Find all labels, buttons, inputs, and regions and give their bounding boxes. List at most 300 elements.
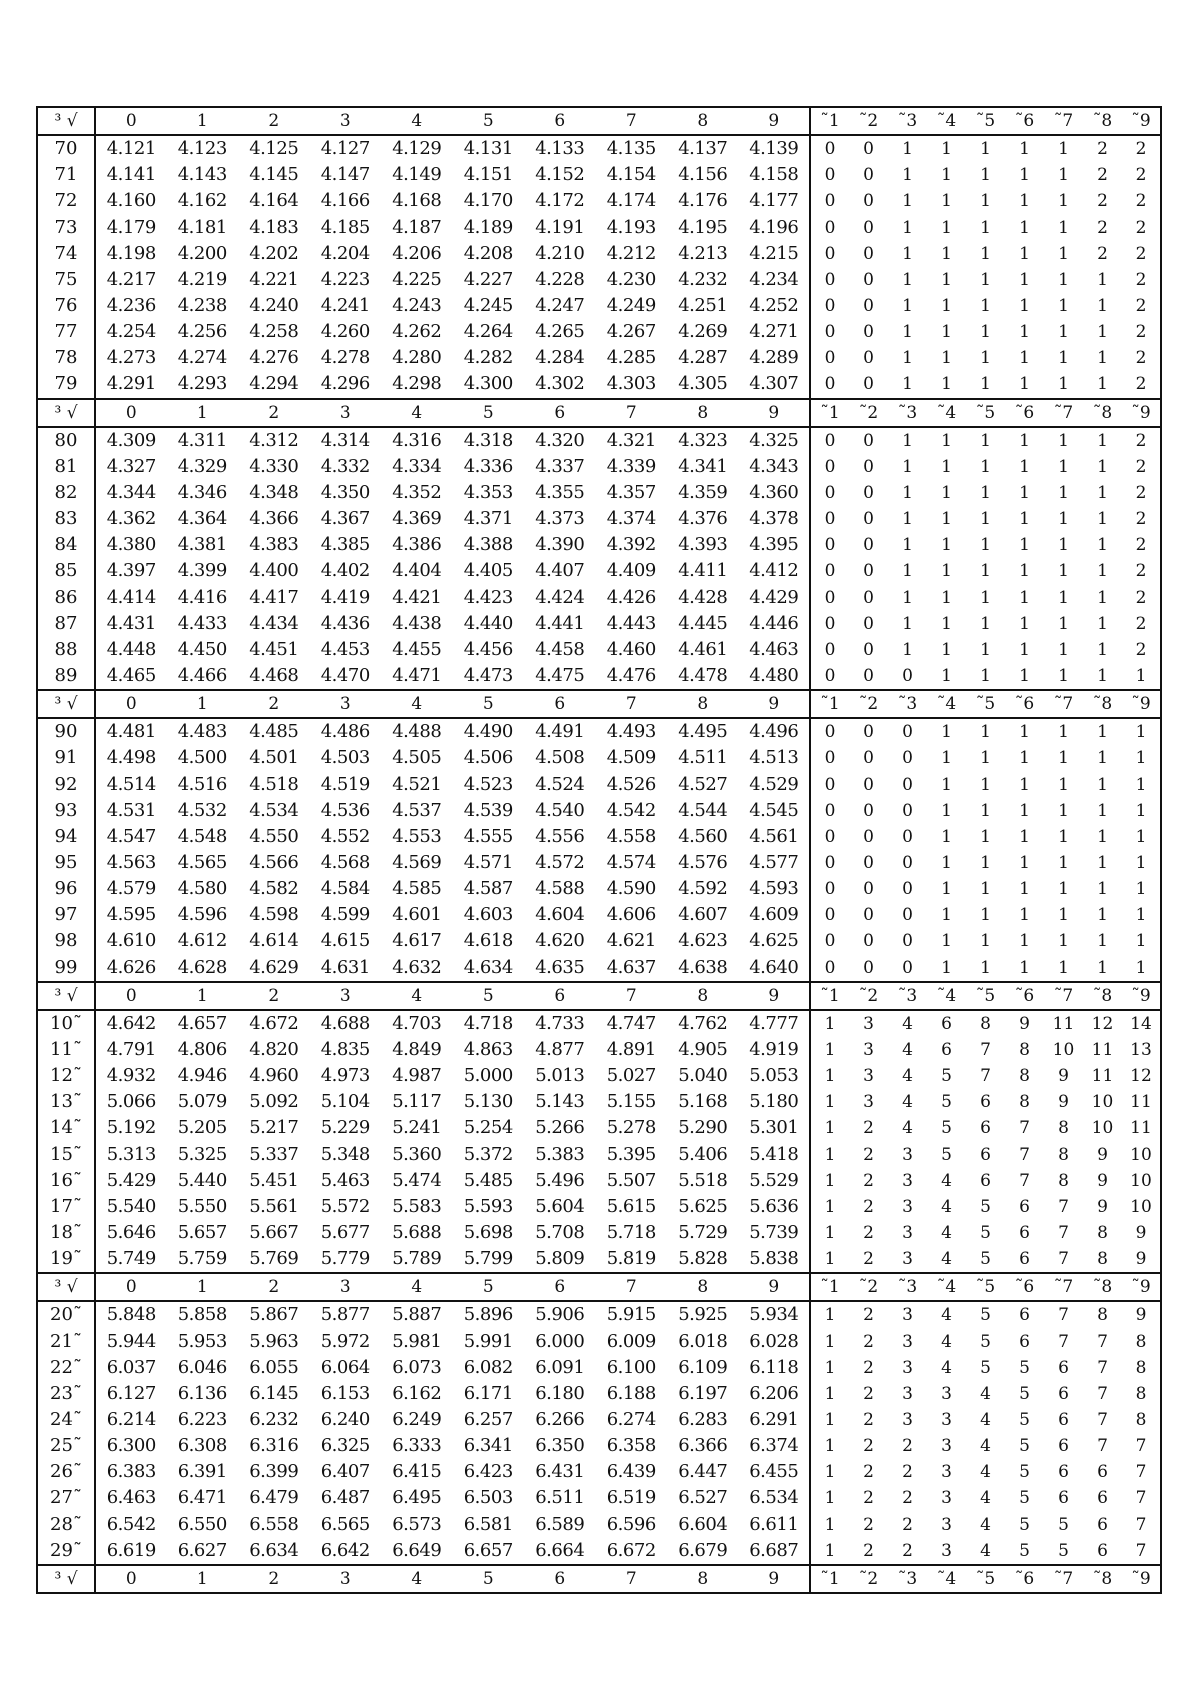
value-cell: 4.579 [106, 878, 156, 900]
correction-cell: 0 [824, 613, 836, 634]
correction-cell: 1 [1058, 879, 1069, 900]
correction-cell: 1 [1058, 535, 1069, 556]
value-cell: 4.156 [678, 164, 728, 186]
correction-column-header: ˜3 [888, 399, 927, 427]
correction-cell: 9 [1058, 1066, 1069, 1087]
correction-cell: 12 [1091, 1013, 1114, 1034]
correction-cell: 1 [902, 509, 913, 530]
correction-cell: 2 [1135, 613, 1147, 634]
value-cell: 4.414 [106, 586, 156, 608]
row-label: 95 [37, 850, 95, 876]
value-cell: 4.526 [606, 773, 656, 795]
value-cell: 4.524 [535, 773, 585, 795]
column-header: 4 [381, 399, 453, 427]
value-cell: 4.329 [177, 455, 227, 477]
value-cell: 6.423 [463, 1461, 513, 1483]
correction-cell: 7 [1019, 1170, 1030, 1191]
correction-cell: 0 [863, 191, 874, 212]
correction-cell: 1 [1097, 587, 1108, 608]
correction-cell: 1 [902, 535, 913, 556]
value-cell: 4.849 [392, 1038, 442, 1060]
correction-cell: 1 [1097, 535, 1108, 556]
correction-cell: 0 [902, 957, 913, 978]
correction-cell: 3 [863, 1092, 874, 1113]
value-cell: 4.610 [106, 930, 156, 952]
correction-column-header: ˜2 [849, 982, 888, 1010]
correction-cell: 1 [1135, 748, 1147, 769]
value-cell: 6.109 [678, 1356, 728, 1378]
value-cell: 4.133 [535, 138, 585, 160]
correction-cell: 1 [1058, 348, 1069, 369]
column-header: 0 [95, 399, 167, 427]
value-cell: 4.500 [177, 747, 227, 769]
row-label: 70 [37, 135, 95, 162]
correction-cell: 7 [1097, 1357, 1108, 1378]
value-cell: 5.896 [463, 1304, 513, 1326]
correction-cell: 1 [1058, 800, 1069, 821]
value-cell: 6.100 [606, 1356, 656, 1378]
correction-cell: 1 [902, 483, 913, 504]
value-cell: 4.626 [106, 956, 156, 978]
value-cell: 4.603 [463, 904, 513, 926]
value-cell: 4.364 [177, 508, 227, 530]
correction-cell: 3 [902, 1222, 913, 1243]
correction-cell: 1 [941, 587, 952, 608]
correction-column-header: ˜3 [888, 1273, 927, 1301]
value-cell: 4.208 [463, 242, 513, 264]
correction-cell: 1 [1019, 561, 1030, 582]
correction-cell: 2 [1135, 217, 1147, 238]
table-row [37, 480, 1161, 506]
correction-cell: 0 [824, 879, 836, 900]
value-cell: 4.536 [320, 799, 370, 821]
value-cell: 4.905 [678, 1038, 728, 1060]
correction-cell: 1 [1058, 430, 1069, 451]
correction-cell: 0 [863, 905, 874, 926]
value-cell: 4.314 [320, 429, 370, 451]
correction-cell: 4 [941, 1331, 952, 1352]
column-header: 5 [453, 982, 525, 1010]
value-cell: 4.392 [606, 534, 656, 556]
row-label: 27˜ [37, 1485, 95, 1511]
value-cell: 4.200 [177, 242, 227, 264]
value-cell: 4.307 [739, 371, 811, 398]
column-header: 9 [739, 399, 811, 427]
correction-cell: 0 [824, 165, 836, 186]
value-cell: 5.254 [463, 1117, 513, 1139]
value-cell: 5.561 [249, 1195, 299, 1217]
correction-cell: 1 [902, 217, 913, 238]
correction-cell: 1 [1058, 191, 1069, 212]
value-cell: 4.604 [535, 904, 585, 926]
correction-cell: 1 [824, 1488, 836, 1509]
column-header: 6 [524, 982, 596, 1010]
value-cell: 4.367 [320, 508, 370, 530]
value-cell: 4.565 [177, 852, 227, 873]
value-cell: 4.534 [249, 799, 299, 821]
value-cell: 6.479 [249, 1487, 299, 1509]
value-cell: 4.404 [392, 560, 442, 582]
correction-column-header: ˜7 [1044, 1273, 1083, 1301]
value-cell: 5.496 [535, 1169, 585, 1191]
correction-cell: 2 [863, 1118, 874, 1139]
correction-column-header: ˜6 [1005, 690, 1044, 718]
value-cell: 4.400 [249, 560, 299, 582]
correction-cell: 1 [941, 243, 952, 264]
value-cell: 4.164 [249, 190, 299, 212]
correction-cell: 1 [1058, 905, 1069, 926]
cube-root-symbol: ³ √ [37, 690, 95, 718]
value-cell: 4.176 [678, 190, 728, 212]
correction-cell: 7 [1135, 1514, 1147, 1535]
table-row [37, 876, 1161, 902]
value-cell: 4.475 [535, 665, 585, 687]
value-cell: 4.572 [535, 852, 585, 873]
correction-cell: 6 [1058, 1383, 1069, 1404]
value-cell: 6.604 [678, 1513, 728, 1535]
value-cell: 5.877 [320, 1304, 370, 1326]
value-cell: 4.568 [320, 852, 370, 873]
value-cell: 6.431 [535, 1461, 585, 1483]
correction-cell: 5 [980, 1222, 991, 1243]
correction-cell: 1 [1058, 165, 1069, 186]
correction-column-header: ˜8 [1083, 107, 1122, 135]
value-cell: 5.604 [535, 1195, 585, 1217]
correction-cell: 5 [980, 1196, 991, 1217]
correction-cell: 1 [824, 1514, 836, 1535]
correction-cell: 1 [1135, 666, 1147, 687]
value-cell: 6.627 [177, 1539, 227, 1561]
correction-cell: 3 [941, 1514, 952, 1535]
row-label: 94 [37, 824, 95, 850]
correction-cell: 5 [980, 1357, 991, 1378]
correction-cell: 6 [980, 1118, 991, 1139]
correction-cell: 0 [824, 905, 836, 926]
correction-column-header: ˜3 [888, 690, 927, 718]
value-cell: 4.362 [106, 508, 156, 530]
correction-cell: 1 [1019, 165, 1030, 186]
column-header: 7 [596, 399, 668, 427]
value-cell: 5.278 [606, 1117, 656, 1139]
value-cell: 4.488 [392, 721, 442, 743]
correction-cell: 1 [941, 348, 952, 369]
value-cell: 5.718 [606, 1221, 656, 1243]
correction-cell: 1 [824, 1170, 836, 1191]
correction-cell: 1 [824, 1331, 836, 1352]
table-row [37, 188, 1161, 214]
correction-cell: 1 [1058, 139, 1069, 160]
correction-cell: 10 [1091, 1118, 1114, 1139]
value-cell: 6.471 [177, 1487, 227, 1509]
value-cell: 4.371 [463, 508, 513, 530]
correction-cell: 5 [941, 1118, 952, 1139]
column-header: 4 [381, 1565, 453, 1593]
correction-cell: 1 [824, 1409, 836, 1430]
value-cell: 4.131 [463, 138, 513, 160]
value-cell: 4.198 [106, 242, 156, 264]
value-cell: 5.337 [249, 1143, 299, 1165]
value-cell: 4.280 [392, 347, 442, 369]
row-label: 26˜ [37, 1459, 95, 1485]
value-cell: 4.411 [678, 560, 728, 582]
correction-cell: 1 [980, 139, 991, 160]
value-cell: 4.747 [606, 1012, 656, 1034]
value-cell: 4.217 [106, 268, 156, 290]
value-cell: 4.168 [392, 190, 442, 212]
value-cell: 4.232 [678, 268, 728, 290]
value-cell: 4.252 [739, 293, 811, 319]
value-cell: 4.471 [392, 665, 442, 687]
correction-cell: 1 [1097, 931, 1108, 952]
correction-cell: 4 [902, 1118, 913, 1139]
value-cell: 4.544 [678, 799, 728, 821]
value-cell: 4.632 [392, 956, 442, 978]
value-cell: 4.185 [320, 216, 370, 238]
value-cell: 4.426 [606, 586, 656, 608]
column-header: 6 [524, 107, 596, 135]
correction-cell: 0 [863, 483, 874, 504]
value-cell: 4.127 [320, 138, 370, 160]
value-cell: 5.266 [535, 1117, 585, 1139]
correction-cell: 5 [1058, 1514, 1069, 1535]
value-cell: 4.318 [463, 429, 513, 451]
correction-cell: 10 [1052, 1039, 1075, 1060]
correction-cell: 1 [1058, 957, 1069, 978]
correction-cell: 1 [824, 1249, 836, 1270]
value-cell: 5.828 [678, 1248, 728, 1270]
correction-cell: 1 [980, 348, 991, 369]
value-cell: 4.323 [678, 429, 728, 451]
row-label: 80 [37, 427, 95, 454]
value-cell: 5.636 [739, 1194, 811, 1220]
correction-cell: 8 [1019, 1092, 1030, 1113]
correction-column-header: ˜6 [1005, 107, 1044, 135]
value-cell: 4.480 [739, 663, 811, 690]
table-row [37, 745, 1161, 771]
correction-cell: 0 [863, 322, 874, 343]
value-cell: 4.273 [106, 347, 156, 369]
table-row [37, 1194, 1161, 1220]
correction-cell: 1 [1019, 509, 1030, 530]
value-cell: 4.256 [177, 321, 227, 343]
correction-cell: 8 [1019, 1066, 1030, 1087]
row-label: 28˜ [37, 1511, 95, 1537]
value-cell: 4.503 [320, 747, 370, 769]
correction-cell: 1 [1097, 905, 1108, 926]
table-row [37, 1301, 1161, 1328]
value-cell: 6.542 [106, 1513, 156, 1535]
correction-cell: 1 [1097, 509, 1108, 530]
value-cell: 4.276 [249, 347, 299, 369]
value-cell: 6.581 [463, 1513, 513, 1535]
value-cell: 5.934 [739, 1301, 811, 1328]
value-cell: 4.835 [320, 1038, 370, 1060]
value-cell: 5.383 [535, 1143, 585, 1165]
value-cell: 5.991 [463, 1330, 513, 1352]
correction-cell: 2 [1097, 139, 1108, 160]
correction-cell: 1 [1058, 217, 1069, 238]
correction-cell: 1 [980, 430, 991, 451]
header-row [37, 982, 1161, 1010]
cube-root-symbol: ³ √ [37, 399, 95, 427]
correction-cell: 1 [1097, 561, 1108, 582]
value-cell: 5.867 [249, 1304, 299, 1326]
correction-cell: 1 [941, 774, 952, 795]
value-cell: 4.421 [392, 586, 442, 608]
correction-cell: 0 [863, 800, 874, 821]
correction-cell: 0 [824, 561, 836, 582]
correction-cell: 1 [1058, 666, 1069, 687]
correction-cell: 1 [941, 217, 952, 238]
correction-cell: 1 [1019, 243, 1030, 264]
correction-cell: 8 [1097, 1222, 1108, 1243]
correction-cell: 1 [980, 243, 991, 264]
row-label: 14˜ [37, 1115, 95, 1141]
value-cell: 6.415 [392, 1461, 442, 1483]
value-cell: 4.341 [678, 455, 728, 477]
value-cell: 4.491 [535, 721, 585, 743]
correction-column-header: ˜9 [1122, 107, 1161, 135]
correction-cell: 2 [863, 1488, 874, 1509]
value-cell: 4.309 [106, 429, 156, 451]
value-cell: 4.456 [463, 638, 513, 660]
value-cell: 4.465 [106, 665, 156, 687]
table-row [37, 162, 1161, 188]
correction-cell: 8 [1135, 1331, 1147, 1352]
correction-cell: 1 [824, 1357, 836, 1378]
correction-cell: 2 [863, 1305, 874, 1326]
value-cell: 6.333 [392, 1435, 442, 1457]
correction-cell: 9 [1135, 1249, 1147, 1270]
value-cell: 4.453 [320, 638, 370, 660]
value-cell: 5.143 [535, 1091, 585, 1113]
value-cell: 4.380 [106, 534, 156, 556]
correction-column-header: ˜4 [927, 399, 966, 427]
correction-cell: 9 [1135, 1222, 1147, 1243]
correction-column-header: ˜9 [1122, 1565, 1161, 1593]
value-cell: 4.166 [320, 190, 370, 212]
value-cell: 6.300 [106, 1435, 156, 1457]
correction-cell: 11 [1052, 1013, 1075, 1034]
column-header: 0 [95, 107, 167, 135]
value-cell: 6.447 [678, 1461, 728, 1483]
correction-cell: 1 [1019, 217, 1030, 238]
correction-column-header: ˜2 [849, 107, 888, 135]
value-cell: 6.009 [606, 1330, 656, 1352]
value-cell: 4.563 [106, 852, 156, 873]
value-cell: 4.234 [739, 267, 811, 293]
correction-cell: 1 [941, 139, 952, 160]
value-cell: 4.599 [320, 904, 370, 926]
correction-cell: 2 [1135, 374, 1147, 395]
value-cell: 6.399 [249, 1461, 299, 1483]
correction-column-header: ˜1 [810, 399, 849, 427]
correction-cell: 1 [941, 374, 952, 395]
value-cell: 6.534 [739, 1485, 811, 1511]
value-cell: 5.906 [535, 1304, 585, 1326]
correction-column-header: ˜5 [966, 690, 1005, 718]
correction-cell: 2 [1135, 243, 1147, 264]
value-cell: 4.202 [249, 242, 299, 264]
correction-cell: 1 [1019, 639, 1030, 660]
correction-cell: 0 [824, 139, 836, 160]
correction-cell: 1 [824, 1013, 836, 1034]
value-cell: 4.547 [106, 825, 156, 847]
column-header: 3 [310, 982, 382, 1010]
value-cell: 5.348 [320, 1143, 370, 1165]
correction-cell: 1 [824, 1305, 836, 1326]
value-cell: 4.542 [606, 799, 656, 821]
column-header: 1 [167, 1565, 239, 1593]
value-cell: 5.972 [320, 1330, 370, 1352]
value-cell: 4.550 [249, 825, 299, 847]
value-cell: 4.147 [320, 164, 370, 186]
table-row [37, 611, 1161, 637]
row-label: 96 [37, 876, 95, 902]
correction-cell: 0 [902, 826, 913, 847]
value-cell: 4.424 [535, 586, 585, 608]
correction-cell: 3 [941, 1462, 952, 1483]
value-cell: 4.580 [177, 878, 227, 900]
correction-column-header: ˜3 [888, 982, 927, 1010]
value-cell: 4.298 [392, 373, 442, 395]
correction-cell: 7 [1097, 1331, 1108, 1352]
value-cell: 4.274 [177, 347, 227, 369]
correction-cell: 3 [941, 1409, 952, 1430]
table-row [37, 718, 1161, 745]
row-label: 13˜ [37, 1089, 95, 1115]
correction-cell: 1 [980, 748, 991, 769]
correction-cell: 0 [863, 561, 874, 582]
correction-cell: 1 [980, 722, 991, 743]
correction-cell: 1 [941, 957, 952, 978]
value-cell: 4.553 [392, 825, 442, 847]
value-cell: 5.593 [463, 1195, 513, 1217]
value-cell: 4.285 [606, 347, 656, 369]
value-cell: 4.129 [392, 138, 442, 160]
correction-cell: 1 [1135, 826, 1147, 847]
value-cell: 4.316 [392, 429, 442, 451]
correction-cell: 13 [1130, 1039, 1152, 1060]
correction-cell: 4 [941, 1222, 952, 1243]
row-label: 23˜ [37, 1381, 95, 1407]
correction-cell: 0 [902, 774, 913, 795]
correction-cell: 1 [1097, 774, 1108, 795]
correction-cell: 6 [1019, 1305, 1030, 1326]
correction-cell: 1 [980, 879, 991, 900]
value-cell: 4.501 [249, 747, 299, 769]
correction-cell: 6 [941, 1039, 952, 1060]
table-row [37, 293, 1161, 319]
correction-cell: 2 [863, 1249, 874, 1270]
column-header: 6 [524, 1273, 596, 1301]
correction-cell: 1 [1019, 774, 1030, 795]
value-cell: 5.915 [606, 1304, 656, 1326]
value-cell: 5.963 [249, 1330, 299, 1352]
correction-column-header: ˜3 [888, 1565, 927, 1593]
correction-cell: 0 [824, 191, 836, 212]
value-cell: 4.428 [678, 586, 728, 608]
correction-cell: 1 [824, 1540, 836, 1561]
correction-cell: 4 [902, 1039, 913, 1060]
correction-cell: 1 [824, 1436, 836, 1457]
value-cell: 6.000 [535, 1330, 585, 1352]
value-cell: 4.405 [463, 560, 513, 582]
correction-cell: 5 [941, 1144, 952, 1165]
value-cell: 5.625 [678, 1195, 728, 1217]
column-header: 1 [167, 1273, 239, 1301]
correction-cell: 7 [1097, 1409, 1108, 1430]
